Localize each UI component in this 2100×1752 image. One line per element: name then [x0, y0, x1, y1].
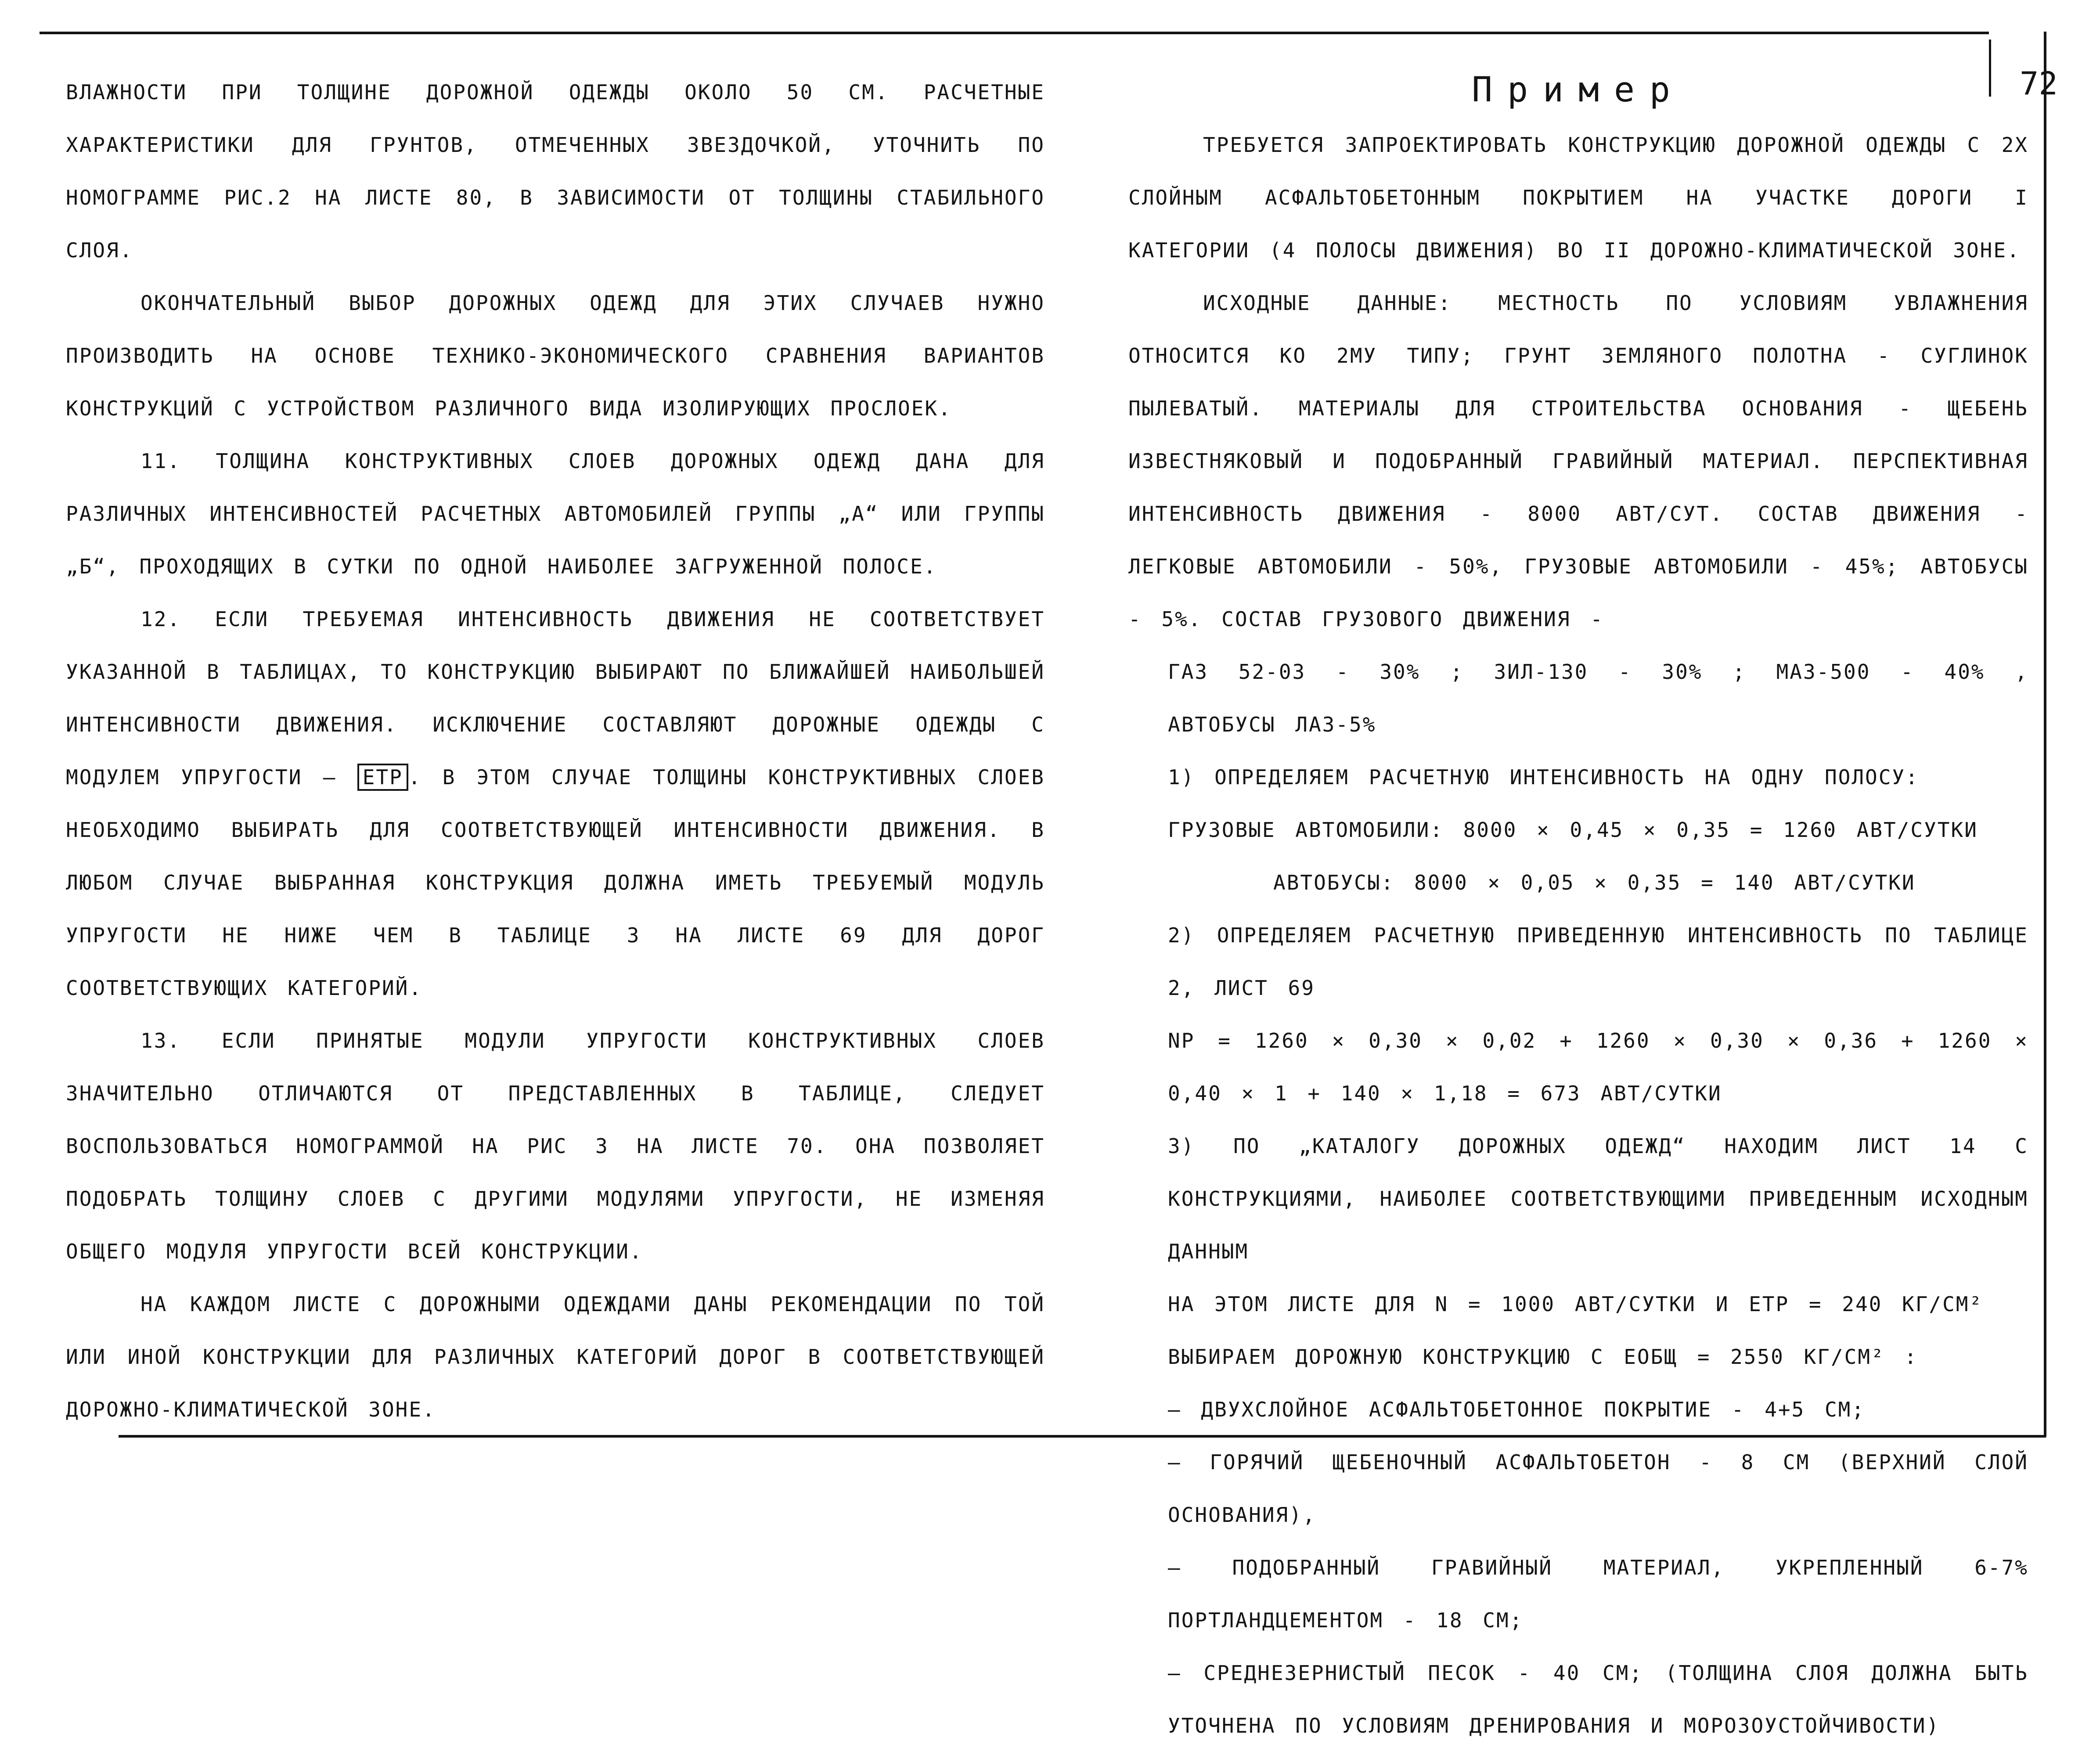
layer-1: — ДВУХСЛОЙНОЕ АСФАЛЬТОБЕТОННОЕ ПОКРЫТИЕ - 4+5 СМ;: [1168, 1398, 1866, 1421]
top-border-line: [40, 32, 1989, 34]
paragraph-recommendations: НА КАЖДОМ ЛИСТЕ С ДОРОЖНЫМИ ОДЕЖДАМИ ДАНЫ РЕКОМЕНДАЦИИ ПО ТОЙ ИЛИ ИНОЙ КОНСТРУКЦИИ ДЛЯ РАЗЛИЧНЫХ КАТЕГОРИЙ ДОРОГ В СООТВЕТСТВУЮЩЕЙ ДОРОЖНО-КЛИМАТИЧЕСКОЙ ЗОНЕ.: [66, 1292, 1045, 1421]
paragraph-final-choice: ОКОНЧАТЕЛЬНЫЙ ВЫБОР ДОРОЖНЫХ ОДЕЖД ДЛЯ ЭТИХ СЛУЧАЕВ НУЖНО ПРОИЗВОДИТЬ НА ОСНОВЕ ТЕХНИКО-ЭКОНОМИЧЕСКОГО СРАВНЕНИЯ ВАРИАНТОВ КОНСТРУКЦИЙ С УСТРОЙСТВОМ РАЗЛИЧНОГО ВИДА ИЗОЛИРУЮЩИХ ПРОСЛОЕК.: [66, 291, 1045, 420]
chosen-construction: ВЫБИРАЕМ ДОРОЖНУЮ КОНСТРУКЦИЮ С ЕОБЩ = 2550 КГ/СМ² :: [1168, 1345, 1918, 1369]
trucks-calculation: ГРУЗОВЫЕ АВТОМОБИЛИ: 8000 × 0,45 × 0,35 = 1260 АВТ/СУТКИ: [1168, 818, 1978, 842]
right-border-line: [2044, 32, 2046, 1437]
item-12-text-a: 12. ЕСЛИ ТРЕБУЕМАЯ ИНТЕНСИВНОСТЬ ДВИЖЕНИЯ НЕ СООТВЕТСТВУЕТ УКАЗАННОЙ В ТАБЛИЦАХ, ТО КОНСТРУКЦИЮ ВЫБИРАЮТ ПО БЛИЖАЙШЕЙ НАИБОЛЬШЕЙ ИНТЕНСИВНОСТИ ДВИЖЕНИЯ. ИСКЛЮЧЕНИЕ СОСТАВЛЯЮТ ДОРОЖНЫЕ ОДЕЖДЫ С МОДУЛЕМ УПРУГОСТИ —: [66, 607, 1045, 789]
paragraph-item-12: [66, 593, 1045, 1014]
example-heading: Пример: [1472, 70, 1685, 110]
paragraph-input-data: ИСХОДНЫЕ ДАННЫЕ: МЕСТНОСТЬ ПО УСЛОВИЯМ УВЛАЖНЕНИЯ ОТНОСИТСЯ КО 2МУ ТИПУ; ГРУНТ ЗЕМЛЯНОГО ПОЛОТНА - СУГЛИНОК ПЫЛЕВАТЫЙ. МАТЕРИАЛЫ ДЛЯ СТРОИТЕЛЬСТВА ОСНОВАНИЯ - ЩЕБЕНЬ ИЗВЕСТНЯКОВЫЙ И ПОДОБРАННЫЙ ГРАВИЙНЫЙ МАТЕРИАЛ. ПЕРСПЕКТИВНАЯ ИНТЕНСИВНОСТЬ ДВИЖЕНИЯ - 8000 АВТ/СУТ. СОСТАВ ДВИЖЕНИЯ - ЛЕГКОВЫЕ АВТОМОБИЛИ - 50%, ГРУЗОВЫЕ АВТОМОБИЛИ - 45%; АВТОБУСЫ - 5%. СОСТАВ ГРУЗОВОГО ДВИЖЕНИЯ -: [1128, 291, 2028, 631]
paragraph-item-13: 13. ЕСЛИ ПРИНЯТЫЕ МОДУЛИ УПРУГОСТИ КОНСТРУКТИВНЫХ СЛОЕВ ЗНАЧИТЕЛЬНО ОТЛИЧАЮТСЯ ОТ ПРЕДСТАВЛЕННЫХ В ТАБЛИЦЕ, СЛЕДУЕТ ВОСПОЛЬЗОВАТЬСЯ НОМОГРАММОЙ НА РИС 3 НА ЛИСТЕ 70. ОНА ПОЗВОЛЯЕТ ПОДОБРАТЬ ТОЛЩИНУ СЛОЕВ С ДРУГИМИ МОДУЛЯМИ УПРУГОСТИ, НЕ ИЗМЕНЯЯ ОБЩЕГО МОДУЛЯ УПРУГОСТИ ВСЕЙ КОНСТРУКЦИИ.: [66, 1029, 1045, 1263]
etr-box: ЕТР: [357, 764, 408, 791]
step-1: 1) ОПРЕДЕЛЯЕМ РАСЧЕТНУЮ ИНТЕНСИВНОСТЬ НА ОДНУ ПОЛОСУ:: [1168, 765, 1919, 789]
sheet-conditions: НА ЭТОМ ЛИСТЕ ДЛЯ N = 1000 АВТ/СУТКИ И ЕТР = 240 КГ/СМ²: [1168, 1292, 1983, 1316]
layer-4: — СРЕДНЕЗЕРНИСТЫЙ ПЕСОК - 40 СМ; (ТОЛЩИНА СЛОЯ ДОЛЖНА БЫТЬ УТОЧНЕНА ПО УСЛОВИЯМ ДРЕНИРОВАНИЯ И МОРОЗОУСТОЙЧИВОСТИ): [1168, 1661, 2028, 1738]
np-formula: NР = 1260 × 0,30 × 0,02 + 1260 × 0,30 × 0,36 + 1260 × 0,40 × 1 + 140 × 1,18 = 673 АВТ/СУТКИ: [1168, 1029, 2028, 1105]
paragraph-item-11: 11. ТОЛЩИНА КОНСТРУКТИВНЫХ СЛОЕВ ДОРОЖНЫХ ОДЕЖД ДАНА ДЛЯ РАЗЛИЧНЫХ ИНТЕНСИВНОСТЕЙ РАСЧЕТНЫХ АВТОМОБИЛЕЙ ГРУППЫ „А“ ИЛИ ГРУППЫ „Б“, ПРОХОДЯЩИХ В СУТКИ ПО ОДНОЙ НАИБОЛЕЕ ЗАГРУЖЕННОЙ ПОЛОСЕ.: [66, 449, 1045, 578]
layer-2: — ГОРЯЧИЙ ЩЕБЕНОЧНЫЙ АСФАЛЬТОБЕТОН - 8 СМ (ВЕРХНИЙ СЛОЙ ОСНОВАНИЯ),: [1168, 1450, 2028, 1527]
right-column: [1128, 66, 2028, 1752]
paragraph-task: ТРЕБУЕТСЯ ЗАПРОЕКТИРОВАТЬ КОНСТРУКЦИЮ ДОРОЖНОЙ ОДЕЖДЫ С 2Х СЛОЙНЫМ АСФАЛЬТОБЕТОННЫМ ПОКРЫТИЕМ НА УЧАСТКЕ ДОРОГИ I КАТЕГОРИИ (4 ПОЛОСЫ ДВИЖЕНИЯ) ВО II ДОРОЖНО-КЛИМАТИЧЕСКОЙ ЗОНЕ.: [1128, 133, 2028, 262]
page-number: 72: [2020, 65, 2058, 102]
left-column: [66, 66, 1045, 1436]
step-2: 2) ОПРЕДЕЛЯЕМ РАСЧЕТНУЮ ПРИВЕДЕННУЮ ИНТЕНСИВНОСТЬ ПО ТАБЛИЦЕ 2, ЛИСТ 69: [1168, 923, 2028, 1000]
paragraph-moisture-note: ВЛАЖНОСТИ ПРИ ТОЛЩИНЕ ДОРОЖНОЙ ОДЕЖДЫ ОКОЛО 50 СМ. РАСЧЕТНЫЕ ХАРАКТЕРИСТИКИ ДЛЯ ГРУНТОВ, ОТМЕЧЕННЫХ ЗВЕЗДОЧКОЙ, УТОЧНИТЬ ПО НОМОГРАММЕ РИС.2 НА ЛИСТЕ 80, В ЗАВИСИМОСТИ ОТ ТОЛЩИНЫ СТАБИЛЬНОГО СЛОЯ.: [66, 80, 1045, 262]
layer-3: — ПОДОБРАННЫЙ ГРАВИЙНЫЙ МАТЕРИАЛ, УКРЕПЛЕННЫЙ 6-7% ПОРТЛАНДЦЕМЕНТОМ - 18 СМ;: [1168, 1556, 2028, 1632]
traffic-composition: ГАЗ 52-03 - 30% ; ЗИЛ-130 - 30% ; МАЗ-500 - 40% , АВТОБУСЫ ЛАЗ-5%: [1168, 660, 2028, 736]
buses-calculation: АВТОБУСЫ: 8000 × 0,05 × 0,35 = 140 АВТ/СУТКИ: [1273, 871, 1916, 894]
step-3: 3) ПО „КАТАЛОГУ ДОРОЖНЫХ ОДЕЖД“ НАХОДИМ ЛИСТ 14 С КОНСТРУКЦИЯМИ, НАИБОЛЕЕ СООТВЕТСТВУЮЩИМИ ПРИВЕДЕННЫМ ИСХОДНЫМ ДАННЫМ: [1168, 1134, 2028, 1263]
item-12-text-b: . В ЭТОМ СЛУЧАЕ ТОЛЩИНЫ КОНСТРУКТИВНЫХ СЛОЕВ НЕОБХОДИМО ВЫБИРАТЬ ДЛЯ СООТВЕТСТВУЮЩЕЙ ИНТЕНСИВНОСТИ ДВИЖЕНИЯ. В ЛЮБОМ СЛУЧАЕ ВЫБРАННАЯ КОНСТРУКЦИЯ ДОЛЖНА ИМЕТЬ ТРЕБУЕМЫЙ МОДУЛЬ УПРУГОСТИ НЕ НИЖЕ ЧЕМ В ТАБЛИЦЕ 3 НА ЛИСТЕ 69 ДЛЯ ДОРОГ СООТВЕТСТВУЮЩИХ КАТЕГОРИЙ.: [66, 765, 1045, 1000]
